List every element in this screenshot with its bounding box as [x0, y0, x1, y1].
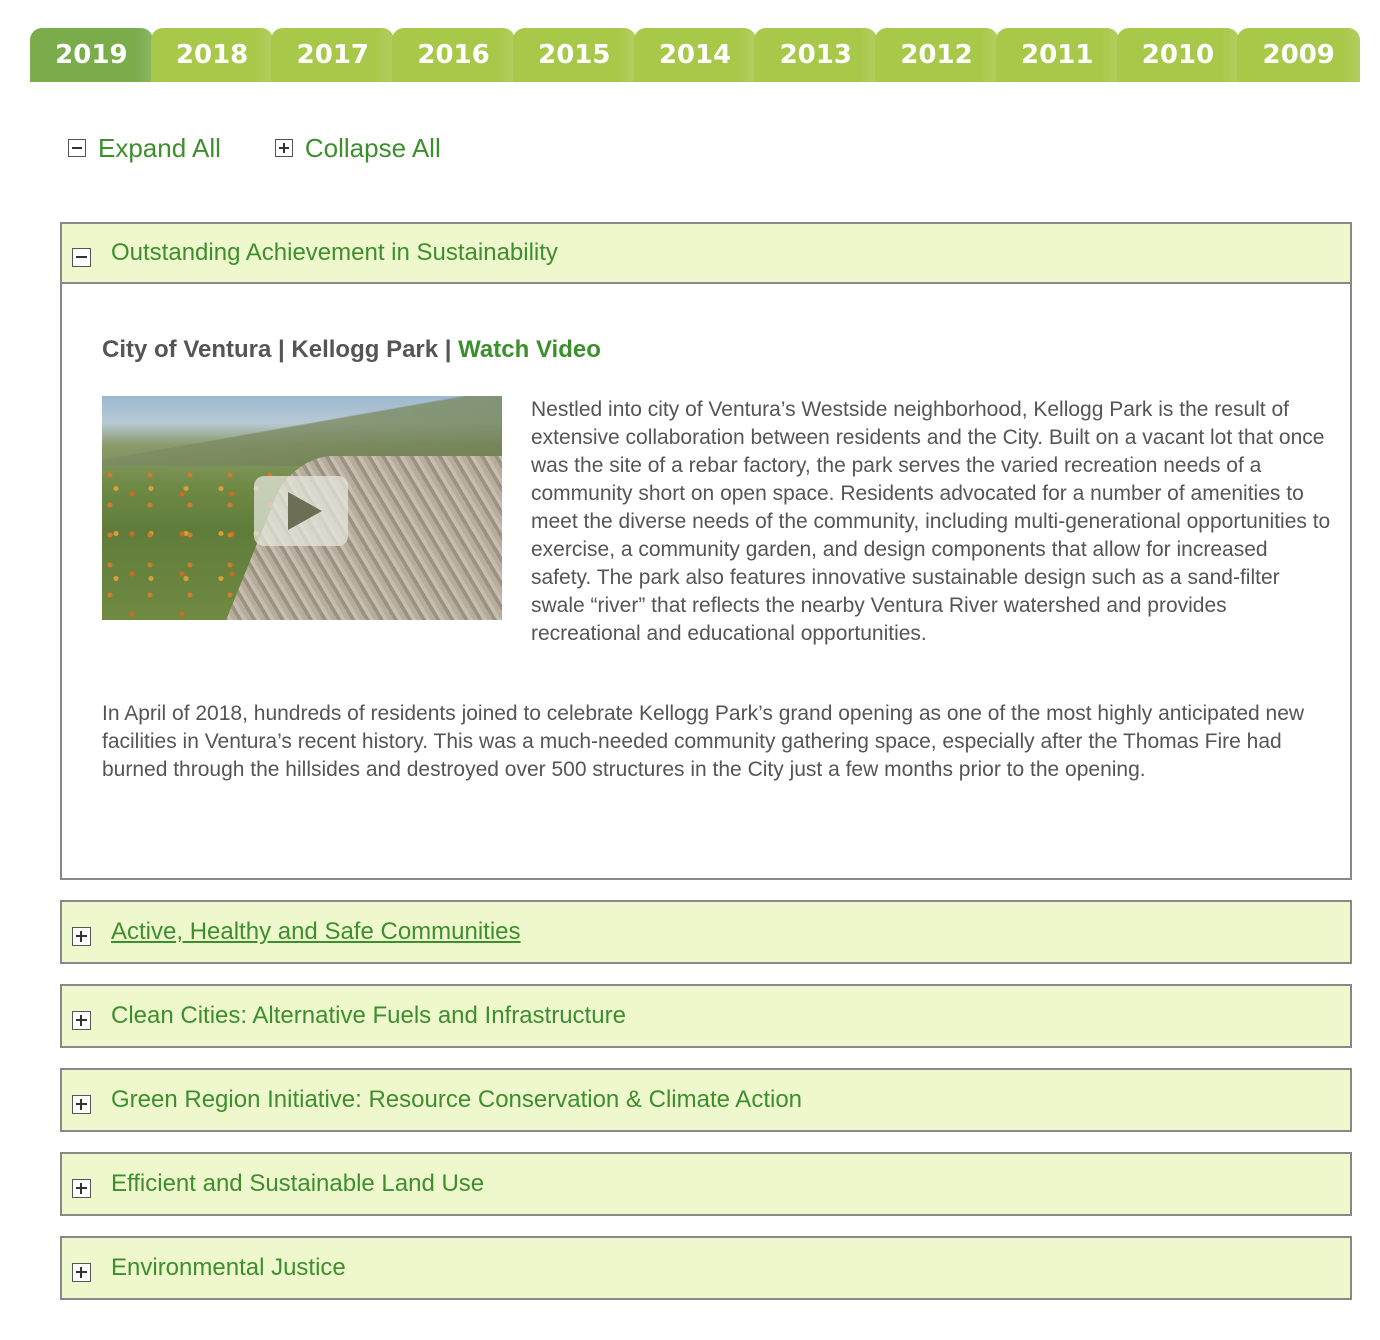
- tab-2015[interactable]: 2015: [513, 28, 636, 82]
- tab-2012[interactable]: 2012: [875, 28, 998, 82]
- panel-title: Outstanding Achievement in Sustainability: [111, 239, 558, 266]
- minus-box-icon: [68, 139, 86, 157]
- tab-2017[interactable]: 2017: [271, 28, 394, 82]
- accordion-panel-clean-cities: [60, 984, 1352, 1048]
- award-subhead: [102, 336, 601, 364]
- plus-box-icon: [72, 1095, 91, 1114]
- accordion-header-environmental-justice[interactable]: [62, 1238, 1350, 1298]
- award-paragraph: In April of 2018, hundreds of residents joined to celebrate Kellogg Park’s grand opening as one of the most highly anticipated new facilities in Ventura’s recent history. This was a much-needed community gathering space, especially after the Thomas Fire had burned through the hillsides and destroyed over 500 structures in the City just a few months prior to the opening.: [102, 702, 1305, 781]
- plus-box-icon: [72, 927, 91, 946]
- tab-2011[interactable]: 2011: [996, 28, 1119, 82]
- tab-2019[interactable]: 2019: [30, 28, 153, 82]
- expand-all-button[interactable]: [68, 133, 221, 164]
- tab-2014[interactable]: 2014: [634, 28, 757, 82]
- panel-title: Green Region Initiative: Resource Conservation & Climate Action: [111, 1086, 803, 1113]
- panel-title: Efficient and Sustainable Land Use: [111, 1170, 485, 1197]
- collapse-all-button[interactable]: [275, 133, 441, 164]
- tab-2010[interactable]: 2010: [1117, 28, 1240, 82]
- accordion-panel-environmental-justice: [60, 1236, 1352, 1300]
- tab-2013[interactable]: 2013: [754, 28, 877, 82]
- accordion-header-green-region[interactable]: [62, 1070, 1350, 1130]
- panel-title: Environmental Justice: [111, 1254, 346, 1281]
- award-description: Nestled into city of Ventura’s Westside neighborhood, Kellogg Park is the result of extensive collaboration between residents and the City. Built on a vacant lot that once was the site of a rebar factory, the park serves the varied recreation needs of a community short on open space. Residents advocated for a number of amenities to meet the diverse needs of the community, including multi-generational opportunities to exercise, a community garden, and design components that allow for increased safety. The park also features innovative sustainable design such as a sand-filter swale “river” that reflects the nearby Ventura River watershed and provides recreational and educational opportunities.: [531, 398, 1331, 645]
- panel-title: Clean Cities: Alternative Fuels and Infrastructure: [111, 1002, 626, 1029]
- accordion-body: [62, 284, 1350, 876]
- tab-2018[interactable]: 2018: [151, 28, 274, 82]
- panel-title: Active, Healthy and Safe Communities: [111, 918, 521, 945]
- year-tabs: [30, 28, 1358, 82]
- expand-all-label: Expand All: [98, 132, 221, 163]
- plus-box-icon: [72, 1011, 91, 1030]
- accordion-panel-sustainability: [60, 222, 1352, 880]
- accordion-panel-green-region: [60, 1068, 1352, 1132]
- accordion-header-active-communities[interactable]: [62, 902, 1350, 962]
- plus-box-icon: [72, 1179, 91, 1198]
- accordion-panel-active-communities: [60, 900, 1352, 964]
- tab-2009[interactable]: 2009: [1237, 28, 1360, 82]
- minus-box-icon: [72, 248, 91, 267]
- plus-box-icon: [275, 139, 293, 157]
- accordion-header-land-use[interactable]: [62, 1154, 1350, 1214]
- watch-video-link[interactable]: Watch Video: [458, 336, 601, 363]
- collapse-all-label: Collapse All: [304, 132, 441, 163]
- plus-box-icon: [72, 1263, 91, 1282]
- accordion-header-clean-cities[interactable]: [62, 986, 1350, 1046]
- video-thumbnail[interactable]: [102, 396, 502, 620]
- accordion-panel-land-use: [60, 1152, 1352, 1216]
- accordion-controls: [68, 128, 441, 168]
- award-recipient: City of Ventura | Kellogg Park |: [102, 336, 459, 363]
- play-icon[interactable]: [254, 476, 348, 546]
- tab-2016[interactable]: 2016: [392, 28, 515, 82]
- accordion-header-sustainability[interactable]: [62, 224, 1350, 284]
